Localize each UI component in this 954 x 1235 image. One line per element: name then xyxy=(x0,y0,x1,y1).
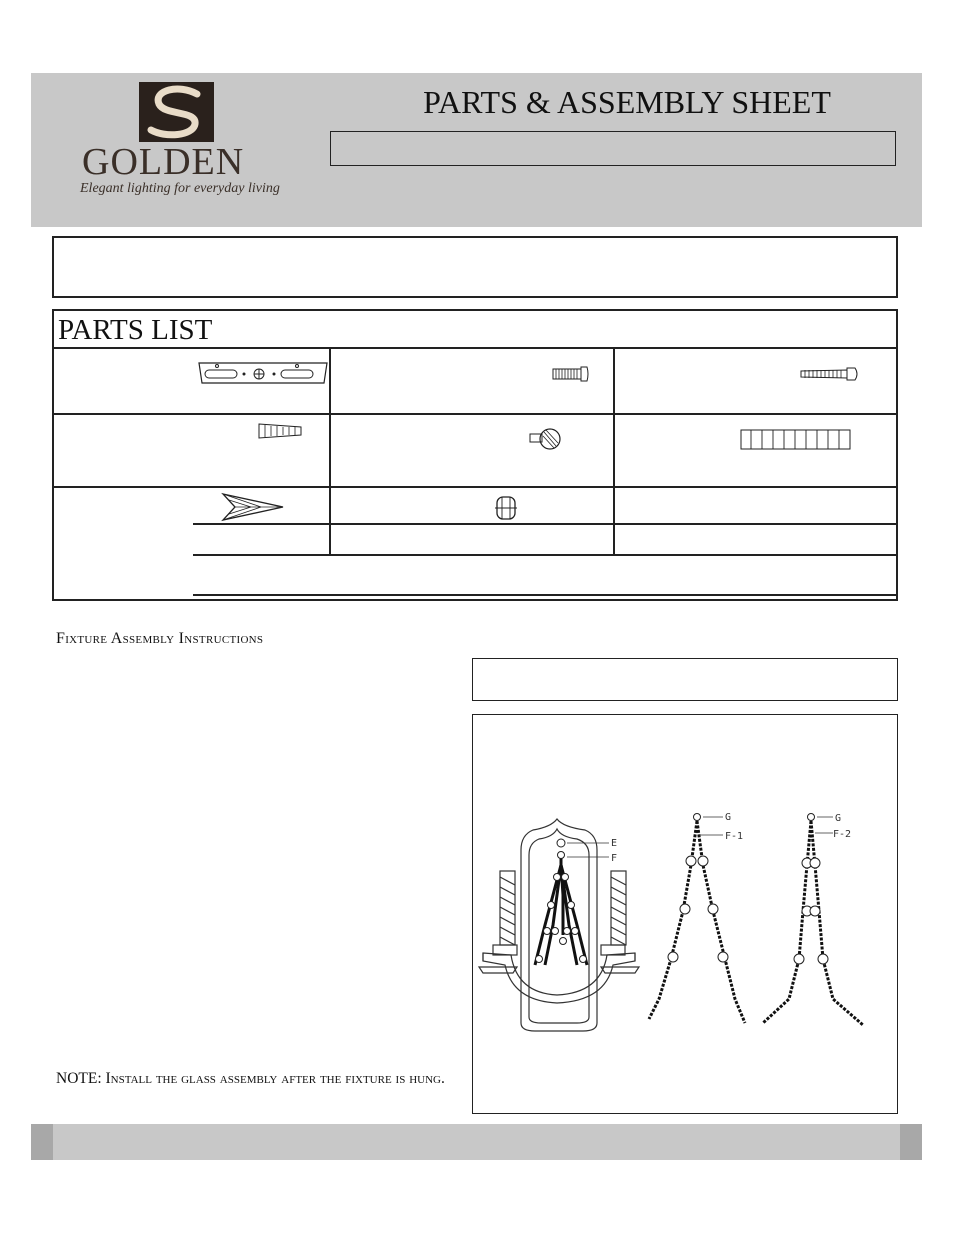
footer-cap-right xyxy=(900,1124,922,1160)
model-number-box xyxy=(330,131,896,166)
footer-cap-left xyxy=(31,1124,53,1160)
assembly-diagram-box xyxy=(472,714,898,1114)
wire-connector-strip-icon xyxy=(740,429,852,451)
mounted-crystal-beads xyxy=(536,839,587,963)
info-box xyxy=(52,236,898,298)
crystal-strand-f2 xyxy=(763,821,863,1025)
label-f: F xyxy=(611,853,618,864)
long-screw-icon xyxy=(799,366,861,382)
short-screw-icon xyxy=(552,366,590,382)
table-divider xyxy=(193,594,898,596)
label-f1: F-1 xyxy=(725,831,744,842)
step-box xyxy=(472,658,898,701)
label-e: E xyxy=(611,838,618,849)
table-divider xyxy=(193,523,898,525)
mounting-bracket-icon xyxy=(197,359,329,387)
table-divider xyxy=(52,486,898,488)
table-divider xyxy=(52,413,898,415)
sheet-title: PARTS & ASSEMBLY SHEET xyxy=(423,84,831,120)
label-g1: G xyxy=(725,812,732,823)
label-g2: G xyxy=(835,813,842,824)
crystal-prism-icon xyxy=(221,492,285,522)
parts-table xyxy=(52,309,898,601)
assembly-diagram xyxy=(473,715,897,1113)
wall-anchor-icon xyxy=(257,422,303,440)
mounted-crystal-strands xyxy=(535,855,587,965)
thumb-screw-icon xyxy=(528,426,562,452)
table-divider xyxy=(52,347,898,349)
parts-list-title: PARTS LIST xyxy=(58,314,213,346)
fixture-backplate xyxy=(479,819,639,1031)
crystal-strand-f1 xyxy=(649,821,745,1023)
leader-lines xyxy=(699,817,723,835)
brand-tagline: Elegant lighting for everyday living xyxy=(80,181,280,196)
table-divider xyxy=(329,347,331,555)
label-f2: F-2 xyxy=(833,829,852,840)
table-divider xyxy=(613,347,615,555)
table-divider xyxy=(193,554,898,556)
leader-lines xyxy=(815,817,833,833)
chain-link-icon xyxy=(493,494,519,522)
instructions-title: Fixture Assembly Instructions xyxy=(56,630,264,647)
installation-note: NOTE: Install the glass assembly after the fixture is hung. xyxy=(56,1070,445,1087)
brand-name: GOLDEN xyxy=(82,141,245,183)
golden-logo-icon xyxy=(139,82,214,142)
footer-band xyxy=(31,1124,922,1160)
